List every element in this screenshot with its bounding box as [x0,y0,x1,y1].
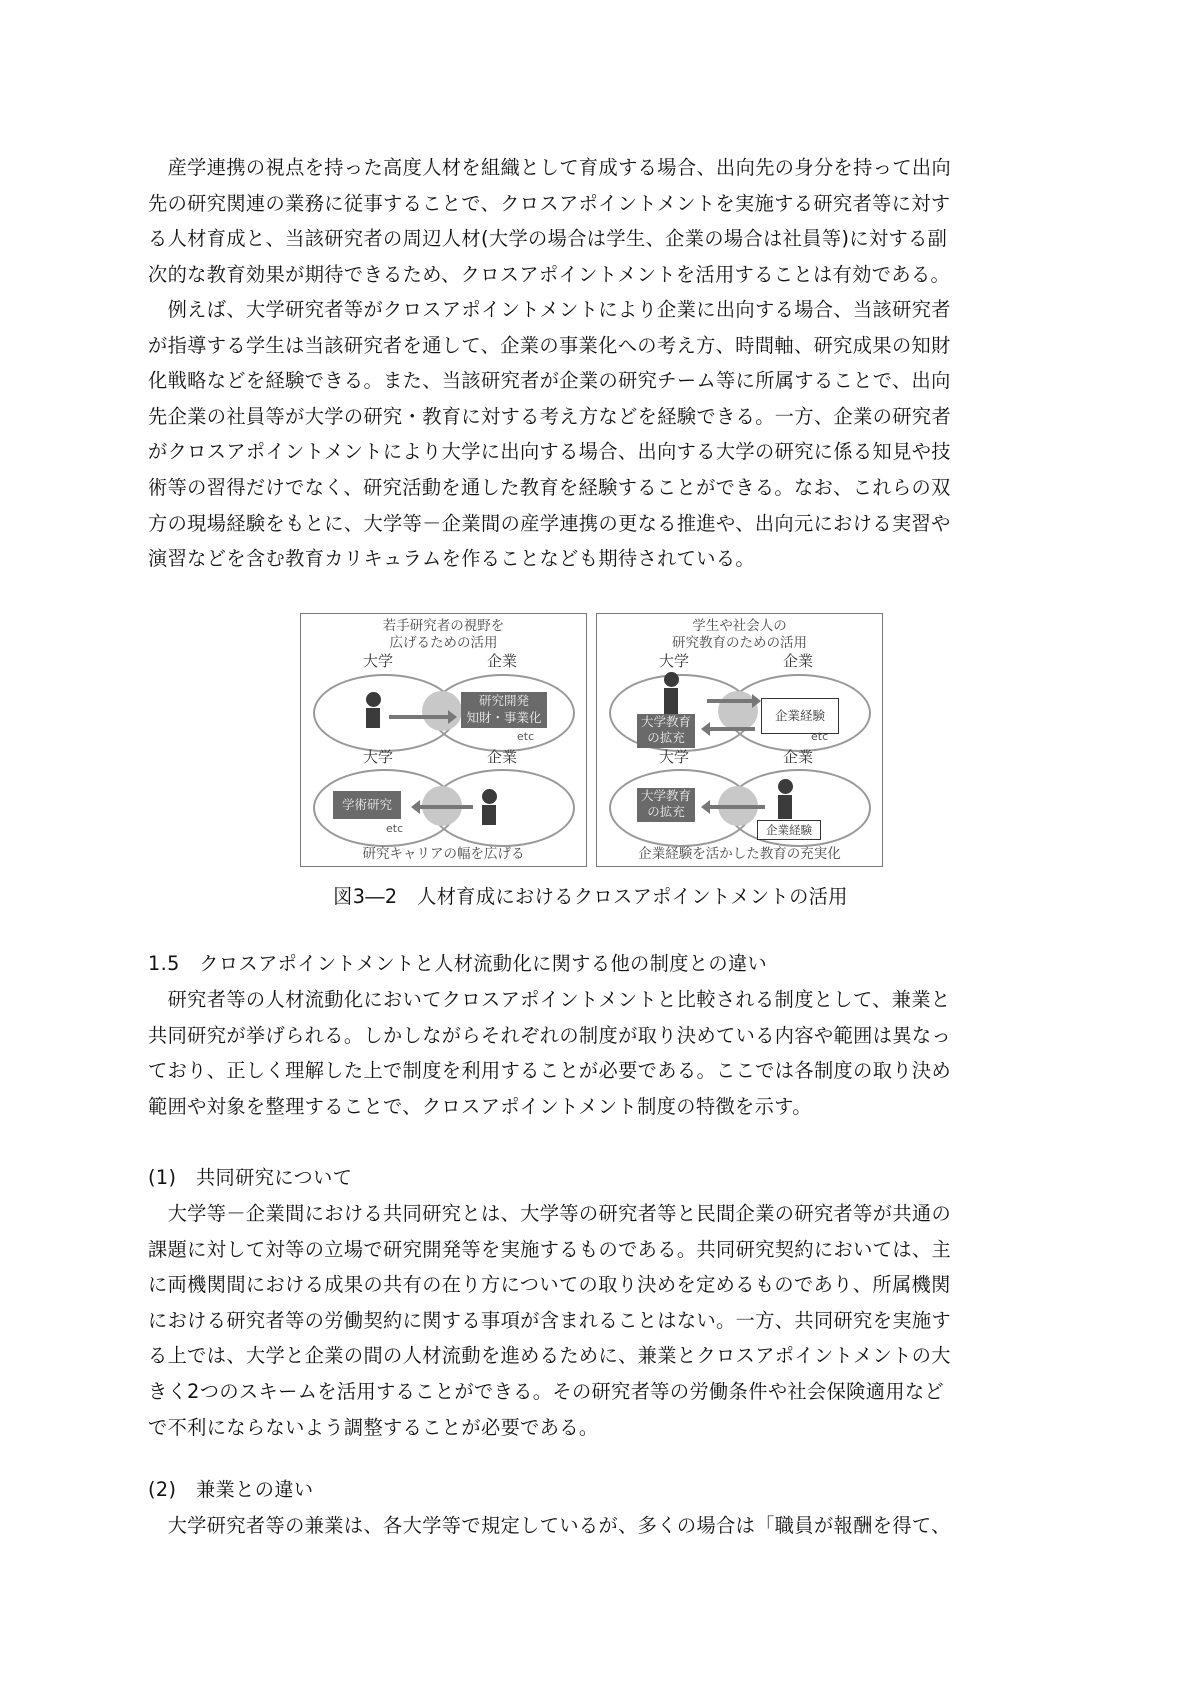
figure-cross-appointment [300,613,882,867]
person-icon [365,692,381,728]
label-company: 企業 [487,652,518,670]
figure-panel-right [596,613,883,867]
paragraph-side-job [148,1508,1034,1544]
box-text: 大学教育 [640,714,691,729]
text-line: 方の現場経験をもとに、大学等－企業間の産学連携の更なる推進や、出向元における実習や [148,511,951,535]
paragraph-section-1-5 [148,982,1034,1124]
box-academic-research: 学術研究 [333,791,401,819]
paragraph-example [148,292,1034,577]
box-university-education [637,788,695,822]
etc-label: etc [386,822,404,835]
text-line: 共同研究が挙げられる。しかしながらそれぞれの制度が取り決めている内容や範囲は異なっ [148,1023,952,1047]
section-heading: 1.5 クロスアポイントメントと人材流動化に関する他の制度との違い [148,952,768,975]
text-line: 化戦略などを経験できる。また、当該研究者が企業の研究チーム等に所属することで、出向 [148,369,951,393]
arrow-right-icon [707,699,753,703]
panel-footer: 研究キャリアの幅を広げる [362,846,525,862]
panel-title: 若手研究者の視野を [382,618,505,634]
label-university: 大学 [659,748,690,766]
text-line: る上では、大学と企業の間の人材流動を進めるために、兼業とクロスアポイントメントの大 [148,1344,951,1368]
text-line: 研究者等の人材流動化においてクロスアポイントメントと比較される制度として、兼業と [148,988,951,1011]
box-text: の拡充 [647,730,685,745]
text-line: 課題に対して対等の立場で研究開発等を実施するものである。共同研究契約においては、主 [148,1237,952,1261]
paragraph-hr-development [148,150,1034,292]
arrow-left-icon [709,805,765,809]
text-line: で不利にならないよう調整することが必要である。 [148,1415,599,1439]
box-text: 知財・事業化 [466,710,542,725]
figure-panel-left [300,613,587,867]
figure-caption: 図3―2 人材育成におけるクロスアポイントメントの活用 [333,885,848,908]
person-icon [663,672,679,714]
text-line: 次的な教育効果が期待できるため、クロスアポイントメントを活用することは有効である。 [148,262,951,286]
text-line: 術等の習得だけでなく、研究活動を通した教育を経験することができる。なお、これらの双 [148,475,951,499]
person-icon [777,779,793,819]
box-text: の拡充 [647,804,685,819]
box-text: 研究開発 [478,693,529,708]
label-company: 企業 [783,748,814,766]
text-line: 大学等－企業間における共同研究とは、大学等の研究者等と民間企業の研究者等が共通の [148,1202,952,1225]
text-line: における研究者等の労働契約に関する事項が含まれることはない。一方、共同研究を実施す [148,1308,952,1332]
text-line: 大学研究者等の兼業は、各大学等で規定しているが、多くの場合は「職員が報酬を得て、 [148,1514,951,1537]
text-line: 先の研究関連の業務に従事することで、クロスアポイントメントを実施する研究者等に対す [148,191,951,215]
text-line: に両機関間における成果の共有の在り方についての取り決めを定めるものであり、所属機関 [148,1273,951,1297]
text-line: がクロスアポイントメントにより大学に出向する場合、出向する大学の研究に係る知見や技 [148,440,951,464]
subsection-heading: (2) 兼業との違い [148,1478,314,1501]
etc-label: etc [517,730,535,743]
box-company-experience: 企業経験 [757,820,821,840]
text-line: ており、正しく理解した上で制度を利用することが必要である。ここでは各制度の取り決め [148,1059,952,1083]
box-university-education [637,714,695,748]
text-line: 範囲や対象を整理することで、クロスアポイントメント制度の特徴を示す。 [148,1094,812,1118]
subsection-heading: (1) 共同研究について [148,1166,353,1189]
label-university: 大学 [363,652,394,670]
label-university: 大学 [363,748,394,766]
panel-title: 研究教育のための活用 [672,635,807,651]
panel-title: 広げるための活用 [389,635,498,651]
panel-footer: 企業経験を活かした教育の充実化 [638,846,841,862]
box-company-experience: 企業経験 [761,698,839,734]
label-university: 大学 [659,652,690,670]
arrow-left-icon [709,727,755,731]
text-line: 演習などを含む教育カリキュラムを作ることなども期待されている。 [148,547,756,571]
text-line: が指導する学生は当該研究者を通して、企業の事業化への考え方、時間軸、研究成果の知財 [148,333,951,357]
label-company: 企業 [487,748,518,766]
text-line: 例えば、大学研究者等がクロスアポイントメントにより企業に出向する場合、当該研究者 [148,298,951,321]
panel-title: 学生や社会人の [692,618,787,634]
box-rd-ip [461,692,547,728]
box-text: 大学教育 [640,788,691,803]
text-line: る人材育成と、当該研究者の周辺人材(大学の場合は学生、企業の場合は社員等)に対する副 [148,227,948,251]
arrow-right-icon [389,715,449,719]
etc-label: etc [811,730,829,743]
text-line: きく2つのスキームを活用することができる。その研究者等の労働条件や社会保険適用など [148,1379,945,1403]
text-line: 産学連携の視点を持った高度人材を組織として育成する場合、出向先の身分を持って出向 [148,156,952,179]
paragraph-joint-research [148,1196,1034,1445]
label-company: 企業 [783,652,814,670]
person-icon [481,789,497,825]
text-line: 先企業の社員等が大学の研究・教育に対する考え方などを経験できる。一方、企業の研究者 [148,404,952,428]
arrow-left-icon [419,805,473,809]
